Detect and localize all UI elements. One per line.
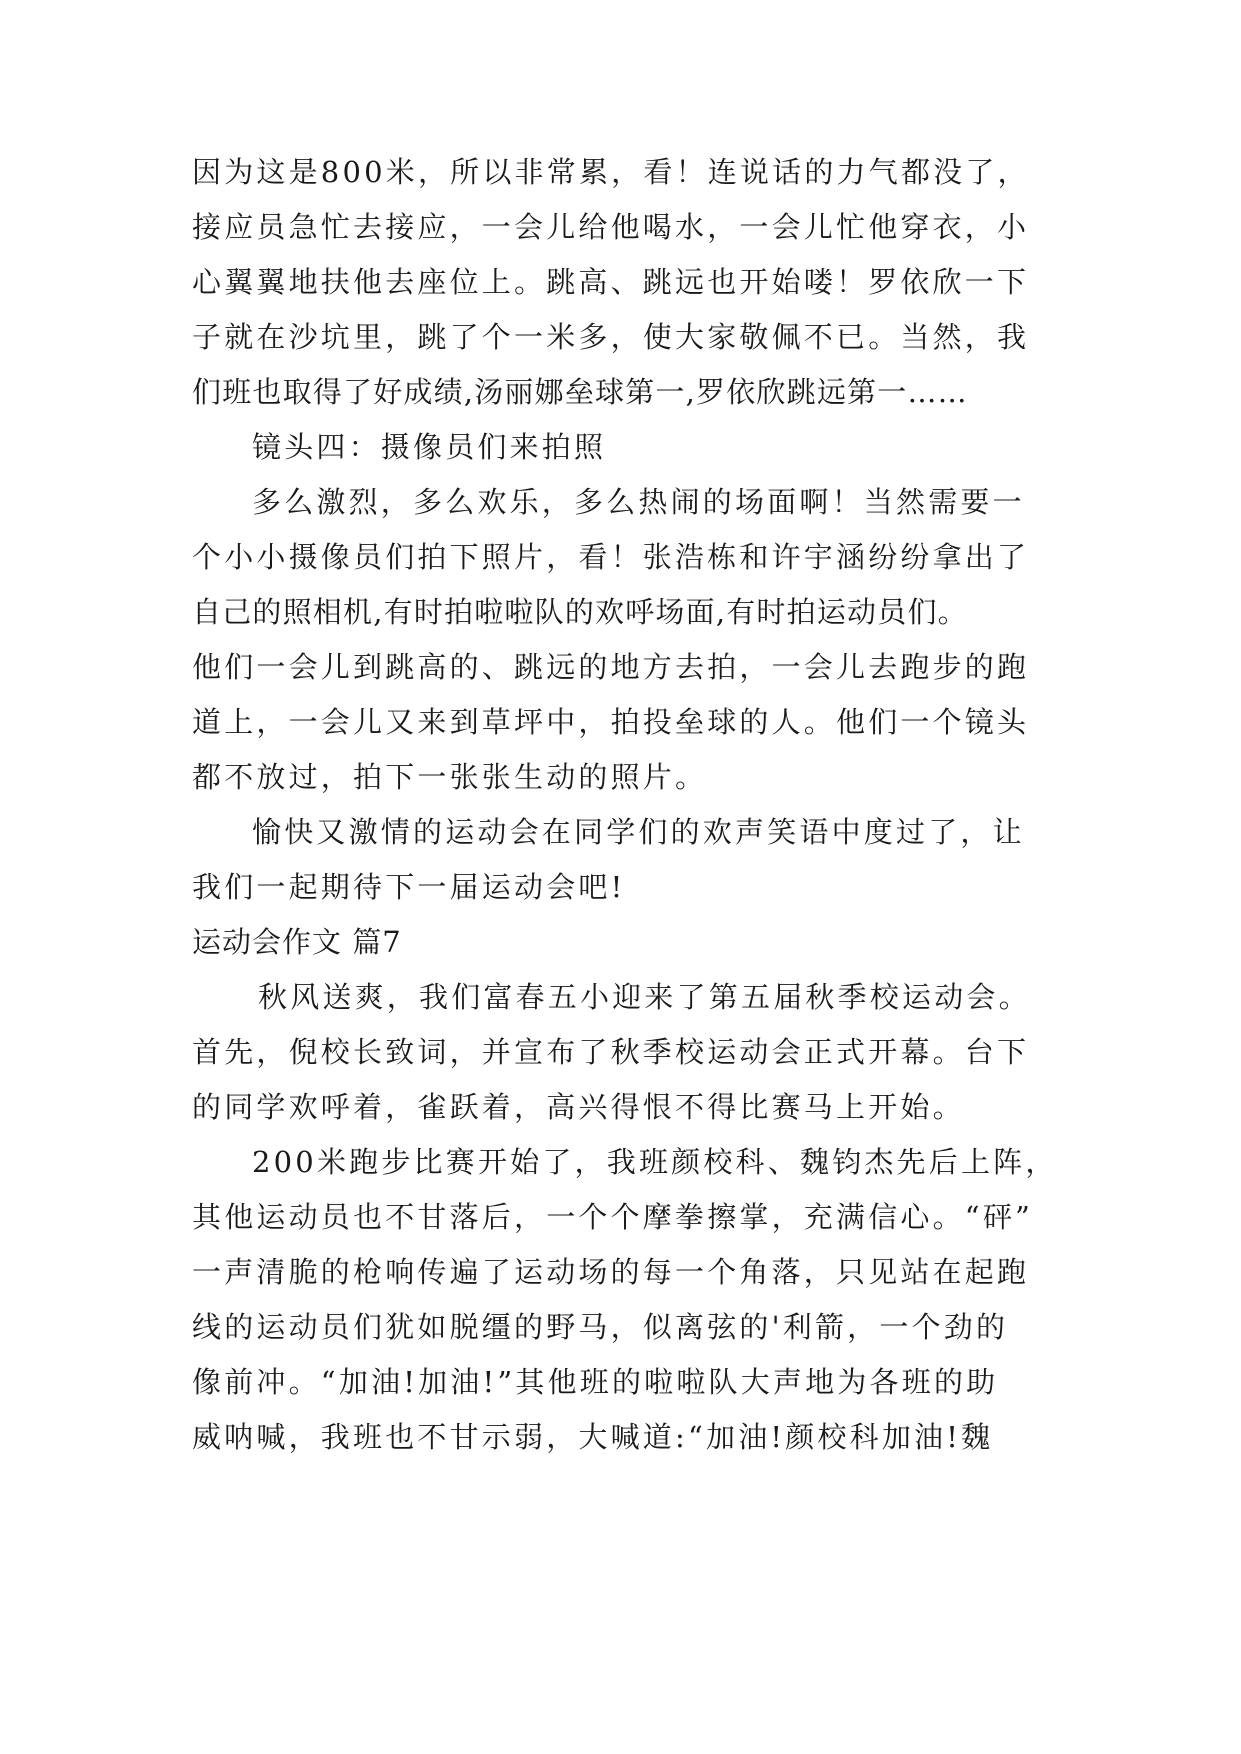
text-line: 道上，一会儿又来到草坪中，拍投垒球的人。他们一个镜头 bbox=[192, 705, 1030, 739]
paragraph-start: 多么激烈，多么欢乐，多么热闹的场面啊！当然需要一 bbox=[252, 485, 1025, 519]
text-line: 的同学欢呼着，雀跃着，高兴得恨不得比赛马上开始。 bbox=[192, 1090, 965, 1124]
text-line: 因为这是800米，所以非常累，看！连说话的力气都没了， bbox=[192, 155, 1030, 189]
text-line: 像前冲。“加油!加油!”其他班的啦啦队大声地为各班的助 bbox=[192, 1365, 999, 1399]
text-line: 他们一会儿到跳高的、跳远的地方去拍，一会儿去跑步的跑 bbox=[192, 650, 1030, 684]
paragraph-start: 愉快又激情的运动会在同学们的欢声笑语中度过了，让 bbox=[252, 815, 1025, 849]
text-line: 都不放过，拍下一张张生动的照片。 bbox=[192, 760, 708, 794]
text-line: 我们一起期待下一届运动会吧! bbox=[192, 870, 626, 904]
text-line: 首先，倪校长致词，并宣布了秋季校运动会正式开幕。台下 bbox=[192, 1035, 1030, 1069]
text-line: 一声清脆的枪响传遍了运动场的每一个角落，只见站在起跑 bbox=[192, 1255, 1030, 1289]
text-line: 其他运动员也不甘落后，一个个摩拳擦掌，充满信心。“砰” bbox=[192, 1200, 1034, 1234]
essay-title: 运动会作文 篇7 bbox=[192, 925, 402, 959]
text-line: 子就在沙坑里，跳了个一米多，使大家敬佩不已。当然，我 bbox=[192, 320, 1030, 354]
paragraph-start: 200米跑步比赛开始了，我班颜校科、魏钧杰先后上阵， bbox=[252, 1145, 1058, 1179]
section-heading: 镜头四：摄像员们来拍照 bbox=[252, 430, 607, 464]
text-line: 接应员急忙去接应，一会儿给他喝水，一会儿忙他穿衣，小 bbox=[192, 210, 1030, 244]
text-line: 们班也取得了好成绩,汤丽娜垒球第一,罗依欣跳远第一…… bbox=[192, 375, 968, 409]
text-line: 自己的照相机,有时拍啦啦队的欢呼场面,有时拍运动员们。 bbox=[192, 595, 968, 629]
text-line: 个小小摄像员们拍下照片，看！张浩栋和许宇涵纷纷拿出了 bbox=[192, 540, 1030, 574]
paragraph-start: 秋风送爽，我们富春五小迎来了第五届秋季校运动会。 bbox=[258, 980, 1031, 1014]
text-line: 线的运动员们犹如脱缰的野马，似离弦的'利箭，一个劲的 bbox=[192, 1310, 1009, 1344]
text-line: 心翼翼地扶他去座位上。跳高、跳远也开始喽！罗依欣一下 bbox=[192, 265, 1030, 299]
text-line: 威呐喊，我班也不甘示弱，大喊道:“加油!颜校科加油!魏 bbox=[192, 1420, 994, 1454]
